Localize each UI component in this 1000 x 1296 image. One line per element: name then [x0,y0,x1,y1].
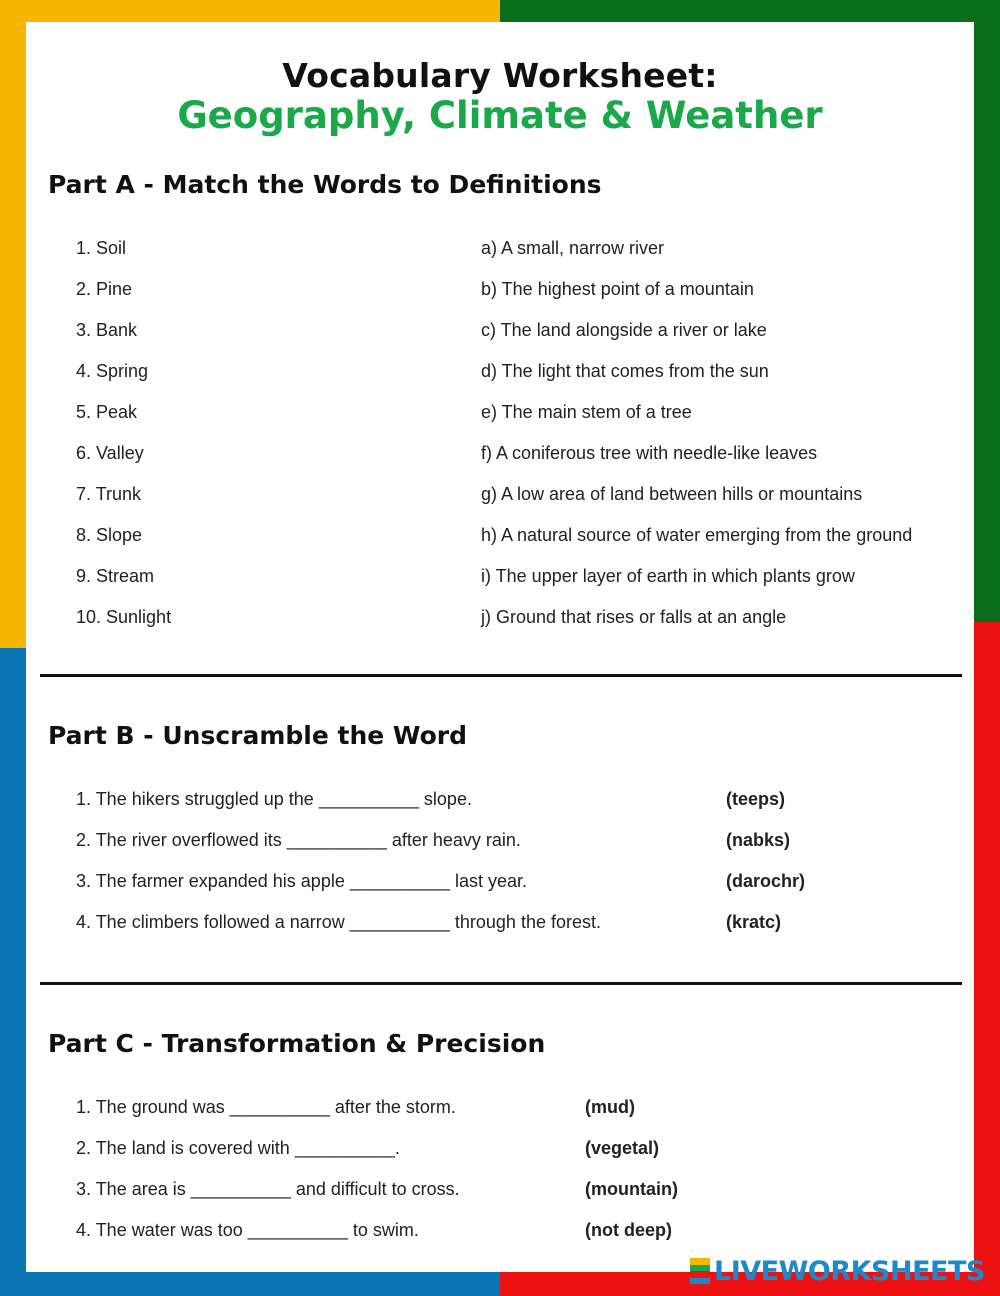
unscramble-sentence: 4. The climbers followed a narrow __________ through the forest. [76,912,601,932]
transformation-sentence: 3. The area is __________ and difficult to cross. [76,1179,460,1199]
word-item: 9. Stream [76,566,155,586]
part-c-heading: Part C - Transformation & Precision [48,1029,546,1058]
unscramble-hint: (darochr) [726,871,806,891]
section-divider [40,982,962,985]
transformation-hint: (mountain) [585,1179,678,1199]
unscramble-sentence: 2. The river overflowed its __________ after heavy rain. [76,830,521,850]
definition-item: a) A small, narrow river [481,238,665,258]
word-item: 6. Valley [76,443,144,463]
definition-item: b) The highest point of a mountain [481,279,754,299]
liveworksheets-logo-icon [690,1258,710,1284]
logo-text: LIVEWORKSHEETS [714,1255,985,1287]
definition-item: d) The light that comes from the sun [481,361,769,381]
part-b-heading: Part B - Unscramble the Word [48,721,468,750]
definition-item: h) A natural source of water emerging from the ground [481,525,913,545]
transformation-hint: (not deep) [585,1220,672,1240]
definition-item: c) The land alongside a river or lake [481,320,767,340]
word-item: 8. Slope [76,525,143,545]
definition-item: f) A coniferous tree with needle-like leaves [481,443,818,463]
word-item: 4. Spring [76,361,149,381]
transformation-hint: (mud) [585,1097,635,1117]
definition-item: i) The upper layer of earth in which plants grow [481,566,855,586]
word-item: 7. Trunk [76,484,142,504]
unscramble-hint: (nabks) [726,830,791,850]
definition-item: e) The main stem of a tree [481,402,692,422]
word-item: 5. Peak [76,402,138,422]
transformation-sentence: 4. The water was too __________ to swim. [76,1220,419,1240]
transformation-hint: (vegetal) [585,1138,660,1158]
transformation-sentence: 1. The ground was __________ after the storm. [76,1097,456,1117]
worksheet-title: Vocabulary Worksheet: [282,56,718,95]
worksheet-page [26,22,974,1272]
word-item: 1. Soil [76,238,127,258]
unscramble-hint: (kratc) [726,912,782,932]
liveworksheets-logo[interactable] [690,1256,985,1286]
unscramble-sentence: 1. The hikers struggled up the __________ slope. [76,789,472,809]
word-item: 10. Sunlight [76,607,172,627]
worksheet-subtitle: Geography, Climate & Weather [177,94,823,137]
word-item: 3. Bank [76,320,138,340]
unscramble-sentence: 3. The farmer expanded his apple __________ last year. [76,871,527,891]
part-a-heading: Part A - Match the Words to Definitions [48,170,602,199]
unscramble-hint: (teeps) [726,789,786,809]
word-item: 2. Pine [76,279,133,299]
section-divider [40,674,962,677]
definition-item: g) A low area of land between hills or mountains [481,484,863,504]
definition-item: j) Ground that rises or falls at an angle [481,607,787,627]
transformation-sentence: 2. The land is covered with __________. [76,1138,400,1158]
